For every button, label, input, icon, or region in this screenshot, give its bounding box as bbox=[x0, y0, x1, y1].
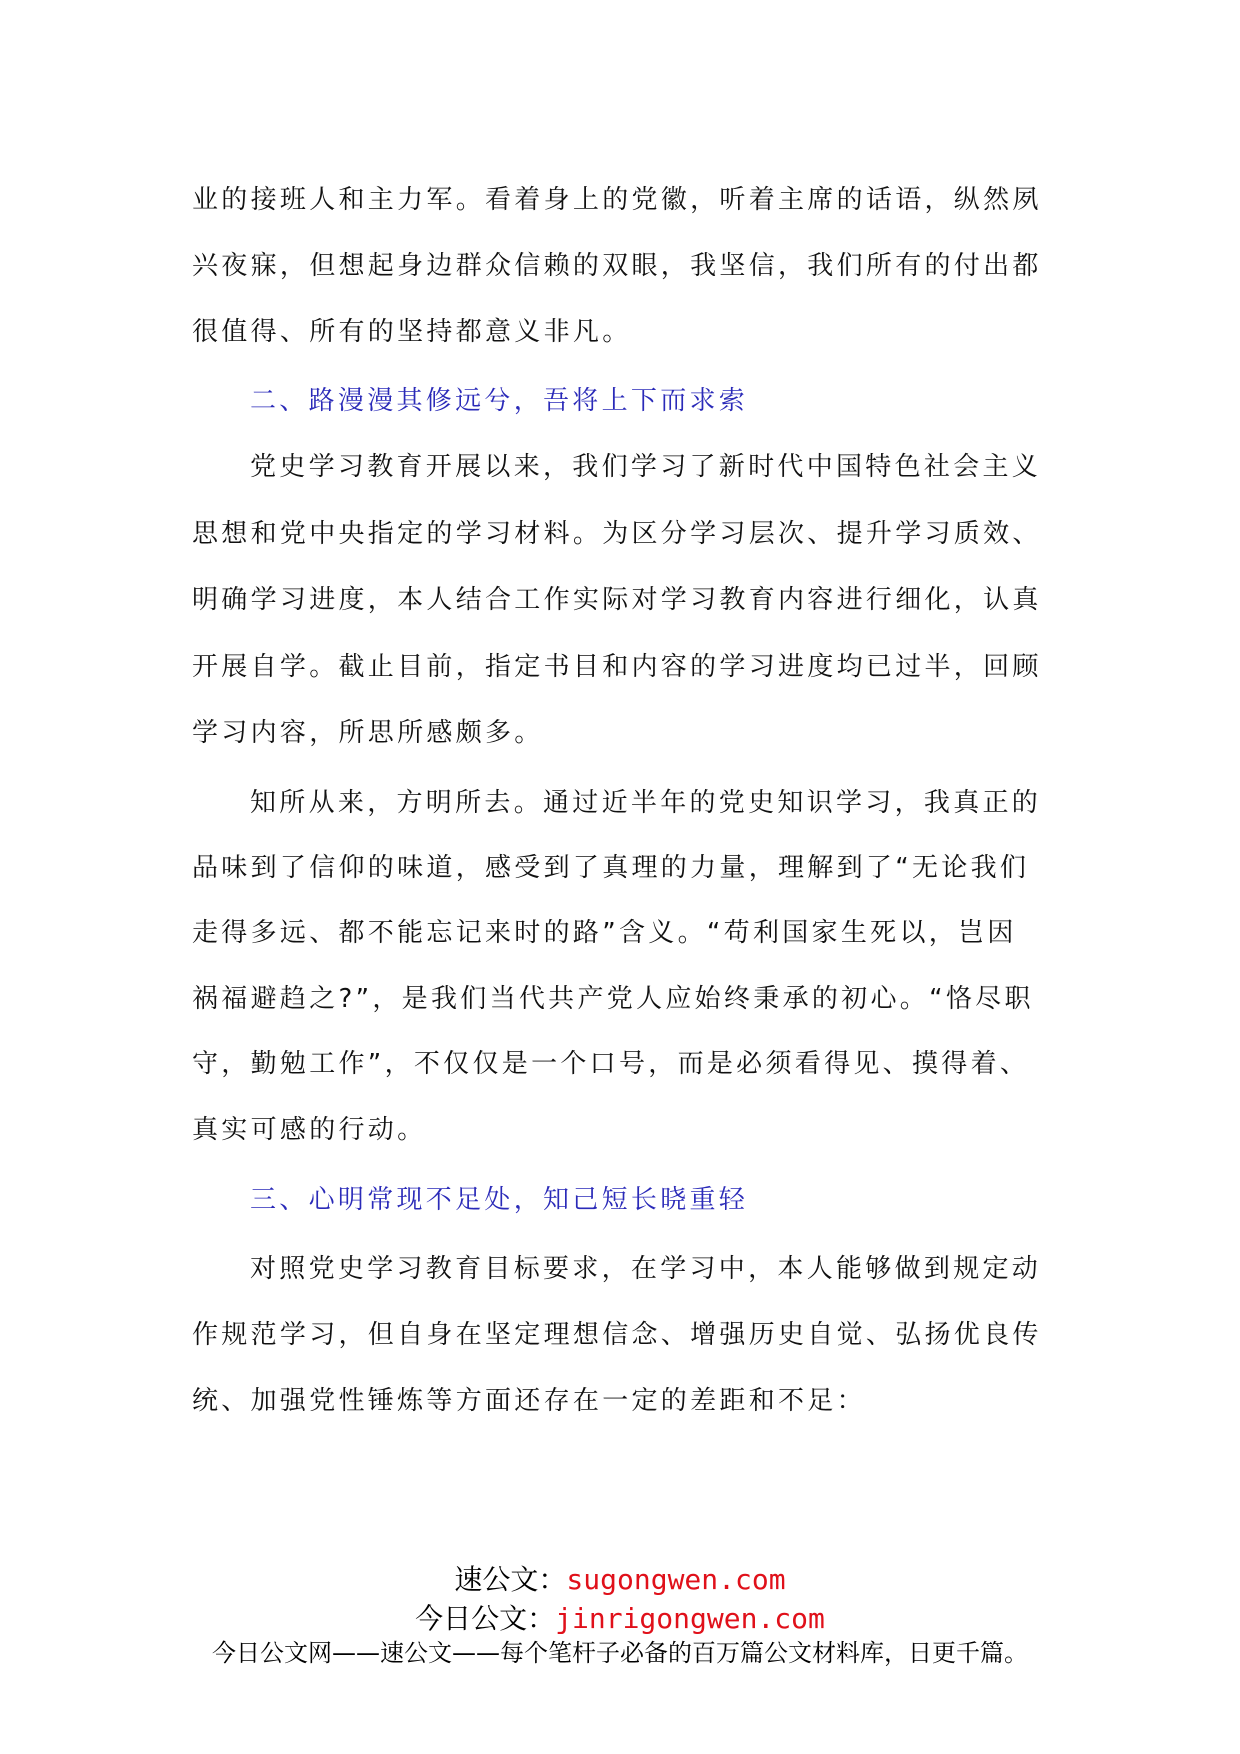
footer-label: 今日公文： bbox=[415, 1602, 556, 1635]
footer-jinrigongwen bbox=[0, 1597, 1240, 1637]
section-heading: 三、心明常现不足处，知己短长晓重轻 bbox=[250, 1185, 749, 1215]
text-line: 学习内容，所思所感颇多。 bbox=[192, 718, 544, 748]
text-line: 业的接班人和主力军。看着身上的党徽，听着主席的话语，纵然夙 bbox=[192, 185, 1042, 215]
footer-link[interactable]: jinrigongwen.com bbox=[555, 1602, 825, 1635]
footer-sugongwen bbox=[0, 1558, 1240, 1598]
text-line: 对照党史学习教育目标要求，在学习中，本人能够做到规定动 bbox=[250, 1254, 1042, 1284]
text-line: 知所从来，方明所去。通过近半年的党史知识学习，我真正的 bbox=[250, 788, 1042, 818]
text-line: 党史学习教育开展以来，我们学习了新时代中国特色社会主义 bbox=[250, 452, 1042, 482]
footer-link[interactable]: sugongwen.com bbox=[566, 1563, 786, 1596]
footer-slogan: 今日公文网——速公文——每个笔杆子必备的百万篇公文材料库，日更千篇。 bbox=[212, 1639, 1028, 1667]
text-line: 兴夜寐，但想起身边群众信赖的双眼，我坚信，我们所有的付出都 bbox=[192, 251, 1042, 281]
text-line: 统、加强党性锤炼等方面还存在一定的差距和不足： bbox=[192, 1386, 866, 1416]
text-line: 作规范学习，但自身在坚定理想信念、增强历史自觉、弘扬优良传 bbox=[192, 1320, 1042, 1350]
footer-label: 速公文： bbox=[454, 1563, 567, 1596]
text-line: 品味到了信仰的味道，感受到了真理的力量，理解到了“无论我们 bbox=[192, 853, 1030, 883]
text-line: 很值得、所有的坚持都意义非凡。 bbox=[192, 317, 632, 347]
section-heading: 二、路漫漫其修远兮，吾将上下而求索 bbox=[250, 386, 749, 416]
text-line: 思想和党中央指定的学习材料。为区分学习层次、提升学习质效、 bbox=[192, 519, 1042, 549]
text-line: 开展自学。截止目前，指定书目和内容的学习进度均已过半，回顾 bbox=[192, 652, 1042, 682]
text-line: 真实可感的行动。 bbox=[192, 1115, 427, 1145]
text-line: 守，勤勉工作”，不仅仅是一个口号，而是必须看得见、摸得着、 bbox=[192, 1049, 1030, 1079]
text-line: 祸福避趋之?”，是我们当代共产党人应始终秉承的初心。“恪尽职 bbox=[192, 984, 1034, 1014]
text-line: 走得多远、都不能忘记来时的路”含义。“苟利国家生死以，岂因 bbox=[192, 918, 1017, 948]
text-line: 明确学习进度，本人结合工作实际对学习教育内容进行细化，认真 bbox=[192, 585, 1042, 615]
